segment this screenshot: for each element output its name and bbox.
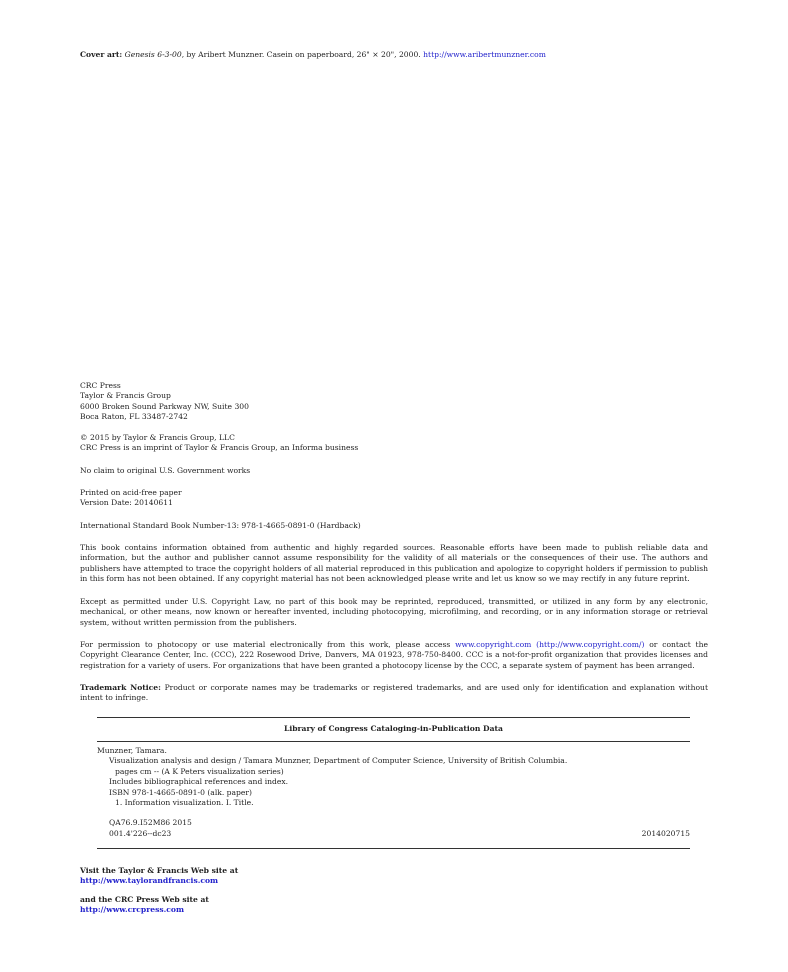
printing-line: Printed on acid-free paper bbox=[80, 488, 182, 497]
cip-title: Library of Congress Cataloging-in-Publication Data bbox=[284, 724, 503, 733]
cip-mid-rule bbox=[97, 741, 690, 742]
sources-text: This book contains information obtained from authentic and highly regarded sources. Reasonable efforts have been made to publish reliable data and information, but the author and publisher cannot assume responsibility for the validity of all materials or the consequences of their use. The authors and publishers have attempted to trace the copyright holders of all material reproduced in this publication and apologize to copyright holders if permission to publish in this form has not been obtained. If any copyright material has not been acknowledged please write and let us know so we may rectify in any future reprint. bbox=[80, 543, 708, 584]
copyright-law-text: Except as permitted under U.S. Copyright Law, no part of this book may be reprinted, reproduced, transmitted, or utilized in any form by any electronic, mechanical, or other means, now known or hereafter invented, including photocopying, microfilming, and recording, or in any information storage or retrieval system, without written permission from the publishers. bbox=[80, 597, 708, 627]
printing-info bbox=[80, 488, 708, 509]
taylor-francis-site bbox=[80, 866, 708, 887]
cover-art-text: , by Aribert Munzner. Casein on paperboard, 26" × 20", 2000. bbox=[181, 50, 421, 59]
crc-site-label: and the CRC Press Web site at bbox=[80, 895, 209, 904]
isbn-line bbox=[80, 521, 708, 531]
publisher-line: Taylor & Francis Group bbox=[80, 391, 171, 401]
copyright-law-paragraph bbox=[80, 597, 708, 628]
trademark-label: Trademark Notice: bbox=[80, 683, 161, 692]
tf-site-label: Visit the Taylor & Francis Web site at bbox=[80, 866, 239, 875]
publisher-address bbox=[80, 381, 708, 423]
copyright-url-link[interactable]: (http://www.copyright.com/) bbox=[536, 640, 645, 649]
cover-art-link[interactable]: http://www.aribertmunzner.com bbox=[423, 50, 546, 59]
cip-isbn-line: ISBN 978-1-4665-0891-0 (alk. paper) bbox=[109, 787, 253, 797]
cip-author: Munzner, Tamara. bbox=[97, 746, 167, 755]
cip-title-line: Visualization analysis and design / Tamara Munzner, Department of Computer Science, University of British Columbia. bbox=[109, 756, 568, 766]
cip-top-rule bbox=[97, 717, 690, 718]
cip-bibliography-line: Includes bibliographical references and index. bbox=[109, 777, 289, 787]
permission-text-cont: or contact the Copyright Clearance Center, Inc. (CCC), 222 Rosewood Drive, Danvers, MA 01923, 978-750-8400. CCC is a not-for-profit organization that provides licenses and registration for a variety of users. For organizations that have been granted a photocopy license by the CCC, a separate system of payment has been arranged. bbox=[80, 640, 708, 670]
trademark-notice bbox=[80, 683, 708, 704]
crc-site bbox=[80, 895, 708, 916]
sources-paragraph bbox=[80, 543, 708, 585]
crc-site-link[interactable]: http://www.crcpress.com bbox=[80, 905, 184, 915]
cip-subject-line: 1. Information visualization. I. Title. bbox=[115, 798, 254, 808]
cover-art-label: Cover art: bbox=[80, 50, 123, 59]
cip-pages-line: pages cm -- (A K Peters visualization series) bbox=[115, 766, 284, 776]
government-claim bbox=[80, 466, 708, 476]
cip-classification-row bbox=[97, 829, 690, 839]
permission-text: For permission to photocopy or use material electronically from this work, please access bbox=[80, 640, 456, 649]
cip-record bbox=[97, 746, 690, 839]
cover-art-credit bbox=[80, 50, 708, 60]
publisher-line: 6000 Broken Sound Parkway NW, Suite 300 bbox=[80, 401, 249, 411]
cip-control-number: 2014020715 bbox=[641, 828, 690, 838]
printing-line: Version Date: 20140611 bbox=[80, 498, 173, 508]
tf-site-link[interactable]: http://www.taylorandfrancis.com bbox=[80, 876, 219, 886]
cip-dewey: 001.4'226--dc23 bbox=[109, 828, 172, 838]
claim-text: No claim to original U.S. Government works bbox=[80, 466, 251, 475]
publisher-line: Boca Raton, FL 33487-2742 bbox=[80, 412, 188, 422]
cover-art-title: Genesis 6-3-00 bbox=[124, 50, 182, 59]
copyright-line: CRC Press is an imprint of Taylor & Francis Group, an Informa business bbox=[80, 443, 359, 453]
copyright-line: © 2015 by Taylor & Francis Group, LLC bbox=[80, 433, 235, 442]
cip-call-number: QA76.9.I52M86 2015 bbox=[109, 818, 192, 828]
copyright-link[interactable]: www.copyright.com bbox=[455, 640, 532, 649]
copyright-notice bbox=[80, 433, 708, 454]
permission-paragraph bbox=[80, 640, 708, 671]
trademark-text: Product or corporate names may be trademarks or registered trademarks, and are used only for identification and explanation without intent to infringe. bbox=[80, 683, 708, 703]
isbn-text: International Standard Book Number-13: 978-1-4665-0891-0 (Hardback) bbox=[80, 521, 361, 530]
publisher-line: CRC Press bbox=[80, 381, 121, 390]
cip-bottom-rule bbox=[97, 848, 690, 849]
